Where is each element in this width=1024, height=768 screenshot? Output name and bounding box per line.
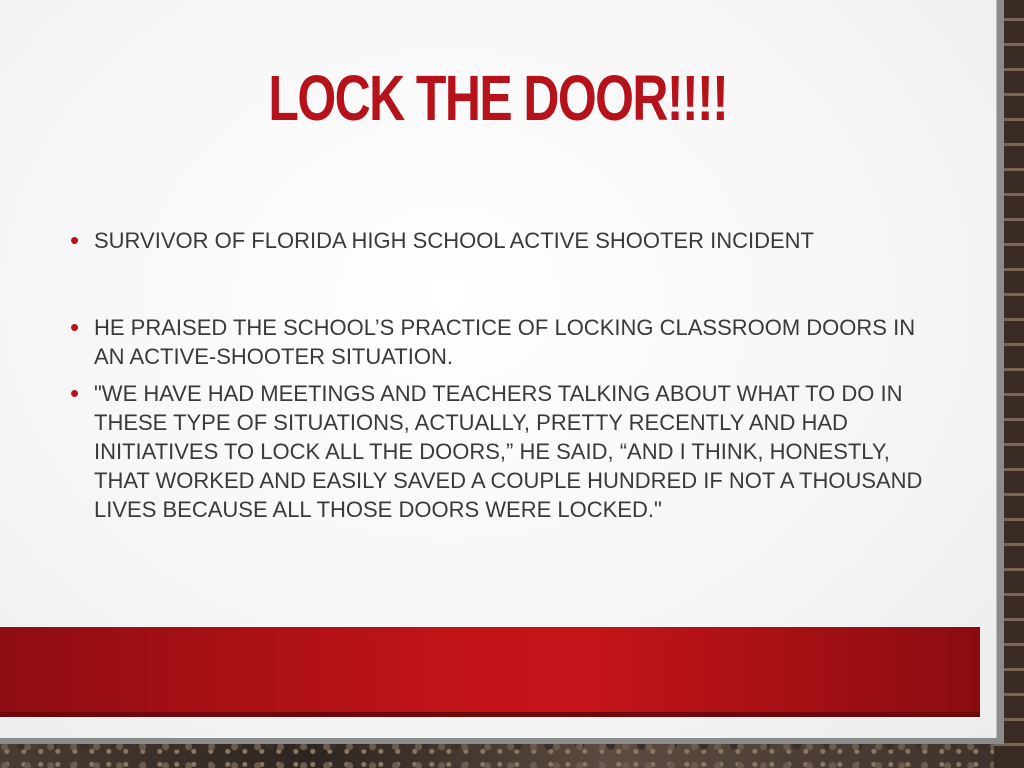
bullet-dot-icon: • xyxy=(70,378,80,408)
bullet-dot-icon: • xyxy=(70,312,80,342)
bullet-dot-icon: • xyxy=(70,225,80,255)
bullet-item xyxy=(68,313,928,371)
bullet-text: HE PRAISED THE SCHOOL’S PRACTICE OF LOCKING CLASSROOM DOORS IN AN ACTIVE-SHOOTER SITUATION. xyxy=(94,315,916,369)
red-footer-band xyxy=(0,627,980,712)
footer-band-shadow xyxy=(0,712,980,717)
bullet-text: "WE HAVE HAD MEETINGS AND TEACHERS TALKING ABOUT WHAT TO DO IN THESE TYPE OF SITUATIONS, ACTUALLY, PRETTY RECENTLY AND HAD INITIATIVES TO LOCK ALL THE DOORS,” HE SAID, “AND I THINK, HONESTLY, THAT WORKED AND EASILY SAVED A COUPLE HUNDRED IF NOT A THOUSAND LIVES BECAUSE ALL THOSE DOORS WERE LOCKED." xyxy=(94,381,923,522)
bullet-item xyxy=(68,379,928,524)
slide-title: LOCK THE DOOR!!!! xyxy=(268,62,728,134)
bullet-text: SURVIVOR OF FLORIDA HIGH SCHOOL ACTIVE SHOOTER INCIDENT xyxy=(94,228,814,253)
bullet-list xyxy=(68,226,928,524)
bullet-item xyxy=(68,226,928,255)
